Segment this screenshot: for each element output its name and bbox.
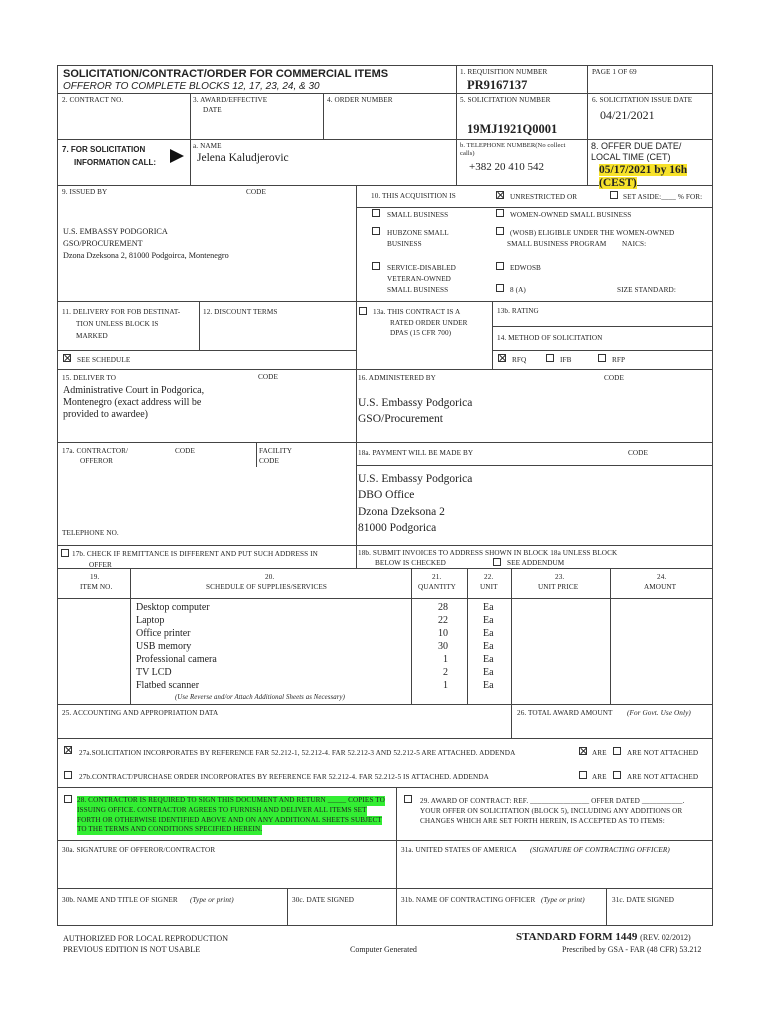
standard-form-number: STANDARD FORM 1449 [516,931,638,943]
item-no-header-2: ITEM NO. [80,583,113,591]
item-description: Professional camera [136,654,217,665]
hubzone-checkbox[interactable] [372,227,380,235]
administered-by-line: U.S. Embassy Podgorica [358,397,473,409]
unit-price-header: 23. [555,573,565,581]
delivery-fob-label: 11. DELIVERY FOR FOB DESTINAT- [62,308,181,316]
item-unit: Ea [483,628,494,639]
rated-order-label-2: RATED ORDER UNDER [390,319,468,327]
see-addendum-label: SEE ADDENDUM [507,559,565,567]
rule [57,840,713,841]
rule [587,65,588,185]
contractor-label: 17a. CONTRACTOR/ [62,447,129,455]
delivery-fob-label-3: MARKED [76,332,108,340]
unit-price-header-2: UNIT PRICE [538,583,579,591]
item-unit: Ea [483,641,494,652]
quantity-column [420,601,448,692]
signer-name-label: 30b. NAME AND TITLE OF SIGNER [62,896,178,904]
edwosb-checkbox[interactable] [496,262,504,270]
deliver-to-line: provided to awardee) [63,409,148,420]
unrestricted-checkbox[interactable] [496,191,504,199]
facility-code-label: FACILITY [259,447,293,455]
rule [57,350,356,351]
rating-label: 13b. RATING [497,307,539,315]
rule [411,568,412,704]
signer-name-note: (Type or print) [190,896,234,904]
item-quantity: 28 [438,602,448,613]
27a-are-not-checkbox[interactable] [613,747,621,755]
hubzone-label-2: BUSINESS [387,240,422,248]
requisition-label: 1. REQUISITION NUMBER [460,68,548,76]
payment-line: Dzona Dzeksona 2 [358,506,445,518]
27b-are-checkbox[interactable] [579,771,587,779]
rule [323,93,324,139]
rule [456,65,457,185]
issued-by-label: 9. ISSUED BY [62,188,108,196]
item-description: USB memory [136,641,192,652]
rule [190,93,191,185]
item-quantity: 30 [438,641,448,652]
rule [57,925,713,926]
offer-due-label-2: LOCAL TIME (CET) [591,152,671,162]
offeror-date-signed-label: 30c. DATE SIGNED [292,896,355,904]
item-quantity: 10 [438,628,448,639]
27b-label: 27b.CONTRACT/PURCHASE ORDER INCORPORATES BY REFERENCE FAR 52.212-4. FAR 52.212-5 IS ATTACHED. ADDENDA [79,773,489,781]
set-aside-checkbox[interactable] [610,191,618,199]
remittance-label-2: OFFER [89,561,112,569]
rule [57,369,713,370]
see-addendum-checkbox[interactable] [493,558,501,566]
item-quantity: 22 [438,615,448,626]
hubzone-label: HUBZONE SMALL [387,229,449,237]
contractor-code-label: CODE [175,447,195,455]
item-unit: Ea [483,654,494,665]
rule [57,442,713,443]
deliver-to-code-label: CODE [258,373,278,381]
discount-terms-label: 12. DISCOUNT TERMS [203,308,278,316]
ifb-label: IFB [560,356,572,364]
issue-date: 04/21/2021 [600,108,655,122]
unit-header-2: UNIT [480,583,498,591]
telephone-label: b. TELEPHONE NUMBER(No collect [460,142,566,149]
rule [287,888,288,925]
size-standard-label: SIZE STANDARD: [617,286,676,294]
issued-by-line: Dzona Dzeksona 2, 81000 Podgoirca, Montenegro [63,251,229,260]
total-award-label: 26. TOTAL AWARD AMOUNT [517,709,613,717]
unit-header: 22. [484,573,494,581]
amount-header: 24. [657,573,667,581]
order-number-label: 4. ORDER NUMBER [327,96,393,104]
rule [492,326,713,327]
remittance-label: 17b. CHECK IF REMITTANCE IS DIFFERENT AND PUT SUCH ADDRESS IN [72,550,318,558]
27a-are-checkbox[interactable] [579,747,587,755]
info-call-label: 7. FOR SOLICITATION [62,145,146,154]
see-schedule-checkbox[interactable] [63,354,71,362]
naics-label: NAICS: [622,240,647,248]
rule [467,568,468,704]
27a-checkbox[interactable] [64,746,72,754]
rule [492,350,713,351]
usa-signature-label: 31a. UNITED STATES OF AMERICA [401,846,517,854]
item-description: Flatbed scanner [136,680,200,691]
rule [610,568,611,704]
29-label: 29. AWARD OF CONTRACT: REF. ________________ OFFER DATED ___________. [420,797,685,805]
remittance-checkbox[interactable] [61,549,69,557]
telephone-label-2: calls) [460,150,475,157]
usa-signature-note: (SIGNATURE OF CONTRACTING OFFICER) [530,846,670,854]
contractor-label-2: OFFEROR [80,457,114,465]
eligible-wosb-checkbox[interactable] [496,227,504,235]
payment-code-label: CODE [628,449,648,457]
contact-name: Jelena Kaludjerovic [197,152,289,164]
item-no-header: 19. [90,573,100,581]
rule [57,787,713,788]
rfq-checkbox[interactable] [498,354,506,362]
item-quantity: 1 [443,680,448,691]
rule [356,465,713,466]
amount-header-2: AMOUNT [644,583,677,591]
telephone-number: +382 20 410 542 [469,161,544,173]
standard-form-revision: (REV. 02/2012) [640,933,691,942]
rated-order-label: 13a. THIS CONTRACT IS A [373,308,461,316]
solicitation-number: 19MJ1921Q0001 [467,122,558,136]
delivery-fob-label-2: TION UNLESS BLOCK IS [76,320,159,328]
28-label [77,796,385,835]
item-unit: Ea [483,602,494,613]
offer-due-label: 8. OFFER DUE DATE/ [591,141,682,151]
rule [511,568,512,738]
administered-by-label: 16. ADMINISTERED BY [358,374,436,382]
small-business-label: SMALL BUSINESS [387,211,449,219]
rfp-label: RFP [612,356,626,364]
table-note: (Use Reverse and/or Attach Additional Sheets as Necessary) [175,694,345,701]
rule [396,787,397,925]
item-unit: Ea [483,667,494,678]
solicitation-number-label: 5. SOLICITATION NUMBER [460,96,551,104]
issued-by-line: GSO/PROCUREMENT [63,239,143,248]
contracting-officer-note: (Type or print) [541,896,585,904]
8a-label: 8 (A) [510,286,526,294]
quantity-header: 21. [432,573,442,581]
edwosb-label: EDWOSB [510,264,541,272]
method-label: 14. METHOD OF SOLICITATION [497,334,603,342]
offer-due-time-zone: (CEST) [599,177,637,189]
officer-date-signed-label: 31c. DATE SIGNED [612,896,675,904]
item-unit: Ea [483,615,494,626]
rule [712,65,713,925]
wosb-label: WOMEN-OWNED SMALL BUSINESS [510,211,632,219]
service-disabled-checkbox[interactable] [372,262,380,270]
rule [199,301,200,350]
eligible-wosb-label-2: SMALL BUSINESS PROGRAM [507,240,607,248]
rule [57,888,713,889]
28-line: TO THE TERMS AND CONDITIONS SPECIFIED HEREIN. [77,825,263,834]
rule [57,93,713,94]
invoices-label: 18b. SUBMIT INVOICES TO ADDRESS SHOWN IN BLOCK 18a UNLESS BLOCK [358,549,618,557]
eligible-wosb-label: (WOSB) ELIGIBLE UNDER THE WOMEN-OWNED [510,229,675,237]
ifb-checkbox[interactable] [546,354,554,362]
payment-line: DBO Office [358,489,415,501]
27b-checkbox[interactable] [64,771,72,779]
standard-form-title [516,931,691,943]
form-title: SOLICITATION/CONTRACT/ORDER FOR COMMERCIAL ITEMS [63,68,389,80]
rule [256,442,257,467]
28-line: 28. CONTRACTOR IS REQUIRED TO SIGN THIS DOCUMENT AND RETURN _____ COPIES TO [77,796,385,804]
item-quantity: 1 [443,654,448,665]
contracting-officer-label: 31b. NAME OF CONTRACTING OFFICER [401,896,536,904]
issued-by-line: U.S. EMBASSY PODGORICA [63,227,168,236]
telephone-no-label: TELEPHONE NO. [62,529,119,537]
footer-computer-generated: Computer Generated [350,945,417,954]
29-checkbox[interactable] [404,795,412,803]
total-award-note: (For Govt. Use Only) [627,709,691,717]
issued-by-code-label: CODE [246,188,266,196]
rule [57,65,58,925]
29-label-3: CHANGES WHICH ARE SET FORTH HEREIN, IS ACCEPTED AS TO ITEMS: [420,817,665,825]
invoices-label-2: BELOW IS CHECKED [375,559,446,567]
footer-previous-edition: PREVIOUS EDITION IS NOT USABLE [63,945,201,954]
rated-order-label-3: DPAS (15 CFR 700) [390,329,452,337]
set-aside-label: SET ASIDE:____ % FOR: [623,193,703,201]
accounting-label: 25. ACCOUNTING AND APPROPRIATION DATA [62,709,219,717]
deliver-to-label: 15. DELIVER TO [62,374,117,382]
schedule-header-2: SCHEDULE OF SUPPLIES/SERVICES [206,583,327,591]
unit-column [483,601,503,692]
unrestricted-label: UNRESTRICTED OR [510,193,578,201]
rule [130,568,131,704]
28-checkbox[interactable] [64,795,72,803]
arrow-right-icon [170,149,184,163]
rfq-label: RFQ [512,356,527,364]
rule [57,598,713,599]
27b-are-not-checkbox[interactable] [613,771,621,779]
rule [356,207,713,208]
27a-are-not-label: ARE NOT ATTACHED [627,749,699,757]
rule [57,301,713,302]
contract-no-label: 2. CONTRACT NO. [62,96,124,104]
service-disabled-label-2: VETERAN-OWNED [387,275,451,283]
offer-due-date: 05/17/2021 by 16h [599,164,688,176]
rule [606,888,607,925]
small-business-checkbox[interactable] [372,209,380,217]
form-subtitle: OFFEROR TO COMPLETE BLOCKS 12, 17, 23, 24, & 30 [63,81,320,92]
requisition-number: PR9167137 [467,78,528,92]
service-disabled-label-3: SMALL BUSINESS [387,286,449,294]
28-line: ISSUING OFFICE. CONTRACTOR AGREES TO FURNISH AND DELIVER ALL ITEMS SET [77,805,367,814]
rule [57,738,713,739]
table-row [136,601,386,692]
rule [492,301,493,369]
wosb-checkbox[interactable] [496,209,504,217]
item-description: TV LCD [136,667,172,678]
footer-reproduction: AUTHORIZED FOR LOCAL REPRODUCTION [63,934,229,943]
offeror-signature-label: 30a. SIGNATURE OF OFFEROR/CONTRACTOR [62,846,216,854]
page-count: PAGE 1 OF 69 [592,68,637,76]
item-unit: Ea [483,680,494,691]
rule [57,568,713,569]
rule [190,139,456,140]
facility-code-label-2: CODE [259,457,279,465]
quantity-header-2: QUANTITY [418,583,456,591]
rule [356,185,357,568]
27b-are-not-label: ARE NOT ATTACHED [627,773,699,781]
award-date-label: 3. AWARD/EFFECTIVE [193,96,268,104]
27a-label: 27a.SOLICITATION INCORPORATES BY REFERENCE FAR 52.212-1, 52.212-4. FAR 52.212-3 AND 52.212-5 ARE ATTACHED. ADDENDA [79,749,516,757]
27a-are-label: ARE [592,749,607,757]
form-top-border [57,65,713,66]
item-description: Laptop [136,615,165,626]
item-description: Office printer [136,628,191,639]
info-call-label-2: INFORMATION CALL: [74,158,157,167]
rule [57,545,713,546]
deliver-to-line: Montenegro (exact address will be [63,397,202,408]
award-date-label-2: DATE [203,106,222,114]
8a-checkbox[interactable] [496,284,504,292]
see-schedule-label: SEE SCHEDULE [77,356,131,364]
payment-label: 18a. PAYMENT WILL BE MADE BY [358,449,474,457]
deliver-to-line: Administrative Court in Podgorica, [63,385,205,396]
service-disabled-label: SERVICE-DISABLED [387,264,456,272]
item-quantity: 2 [443,667,448,678]
schedule-header: 20. [265,573,275,581]
27b-are-label: ARE [592,773,607,781]
payment-line: U.S. Embassy Podgorica [358,473,473,485]
administered-by-line: GSO/Procurement [358,413,443,425]
name-label: a. NAME [193,142,222,150]
administered-by-code-label: CODE [604,374,624,382]
rated-order-checkbox[interactable] [359,307,367,315]
rfp-checkbox[interactable] [598,354,606,362]
28-line: FORTH OR OTHERWISE IDENTIFIED ABOVE AND ON ANY ADDITIONAL SHEETS SUBJECT [77,815,382,824]
acquisition-label: 10. THIS ACQUISITION IS [371,192,456,200]
payment-line: 81000 Podgorica [358,522,437,534]
29-label-2: YOUR OFFER ON SOLICITATION (BLOCK 5), INCLUDING ANY ADDITIONS OR [420,807,683,815]
issue-date-label: 6. SOLICITATION ISSUE DATE [592,96,693,104]
item-description: Desktop computer [136,602,210,613]
rule [57,704,713,705]
footer-prescribed: Prescribed by GSA - FAR (48 CFR) 53.212 [562,945,702,954]
